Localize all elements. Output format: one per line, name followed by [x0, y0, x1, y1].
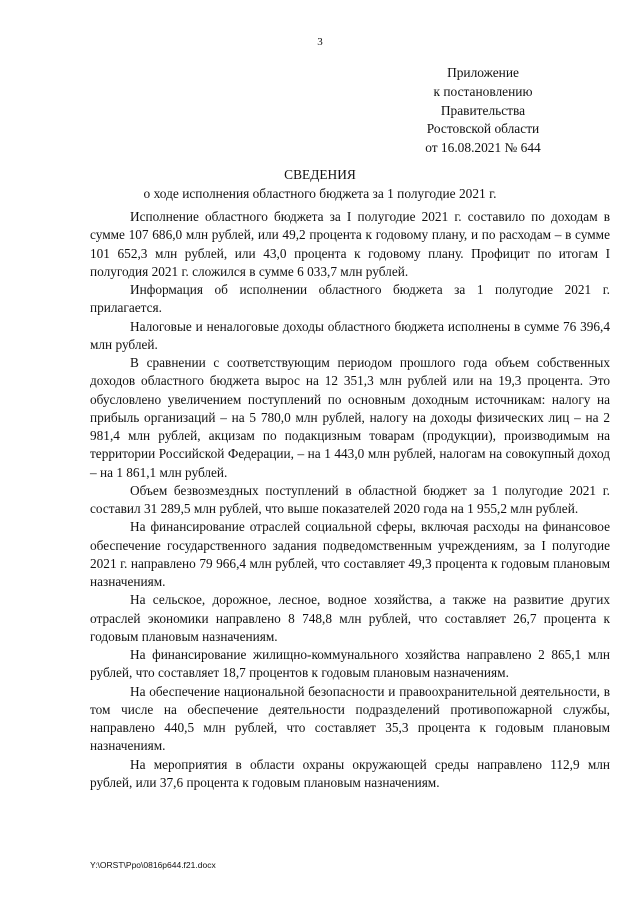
document-subtitle: о ходе исполнения областного бюджета за 1 полугодие 2021 г.	[143, 186, 497, 201]
paragraph-attachment-note: Информация об исполнении областного бюджета за 1 полугодие 2021 г. прилагается.	[90, 282, 610, 316]
paragraph-environment: На мероприятия в области охраны окружающей среды направлено 112,9 млн рублей, или 37,6 процента к годовым плановым назначениям.	[90, 756, 610, 790]
appendix-line: от 16.08.2021 № 644	[425, 140, 541, 156]
appendix-block	[383, 64, 583, 158]
document-heading	[0, 165, 640, 203]
appendix-line: Ростовской области	[426, 121, 540, 137]
paragraph-tax-revenue: Налоговые и неналоговые доходы областного бюджета исполнены в сумме 76 396,4 млн рублей.	[90, 318, 610, 352]
paragraph-housing-utilities: На финансирование жилищно-коммунального хозяйства направлено 2 865,1 млн рублей, что составляет 18,7 процентов к годовым плановым назначениям.	[90, 647, 610, 681]
appendix-line: к постановлению	[433, 83, 533, 99]
paragraph-national-security: На обеспечение национальной безопасности и правоохранительной деятельности, в том числе на обеспечение деятельности подразделений противопожарной службы, направлено 440,5 млн рублей, что составляет 35,3 процента к годовым плановым назначениям.	[90, 683, 610, 754]
paragraph-revenue-growth: В сравнении с соответствующим периодом прошлого года объем собственных доходов областного бюджета вырос на 12 351,3 млн рублей или на 19,3 процента. Это обусловлено увеличением поступлений по основным доходным источникам: налогу на прибыль организаций – на 5 780,0 млн рублей, налогу на доходы физических лиц – на 2 981,4 млн рублей, акцизам по подакцизным товарам (продукции), производимым на территории Российской Федерации, – на 1 443,0 млн рублей, налогам на совокупный доход – на 1 861,1 млн рублей.	[90, 355, 610, 480]
paragraph-social-sphere: На финансирование отраслей социальной сферы, включая расходы на финансовое обеспечение государственного задания подведомственным учреждениям, за I полугодие 2021 г. направлено 79 966,4 млн рублей, что составляет 49,3 процента к годовым плановым назначениям.	[90, 519, 610, 589]
document-title: СВЕДЕНИЯ	[284, 167, 356, 182]
page-number: 3	[317, 36, 323, 48]
appendix-line: Правительства	[440, 102, 526, 118]
appendix-line: Приложение	[447, 65, 519, 80]
paragraph-budget-summary: Исполнение областного бюджета за I полугодие 2021 г. составило по доходам в сумме 107 686,0 млн рублей, или 49,2 процента к годовому плану, и по расходам – в сумме 101 652,3 млн рублей, или 43,0 процента к годовому плану. Профицит по итогам I полугодия 2021 г. сложился в сумме 6 033,7 млн рублей.	[90, 209, 610, 279]
paragraph-economy: На сельское, дорожное, лесное, водное хозяйства, а также на развитие других отраслей экономики направлено 8 748,8 млн рублей, что составляет 26,7 процента к годовым плановым назначениям.	[90, 592, 610, 644]
paragraph-gratuitous-receipts: Объем безвозмездных поступлений в областной бюджет за 1 полугодие 2021 г. составил 31 289,5 млн рублей, что выше показателей 2020 года на 1 955,2 млн рублей.	[90, 482, 610, 516]
document-body	[90, 208, 610, 792]
file-path-footer: Y:\ORST\Ppo\0816p644.f21.docx	[90, 860, 216, 870]
